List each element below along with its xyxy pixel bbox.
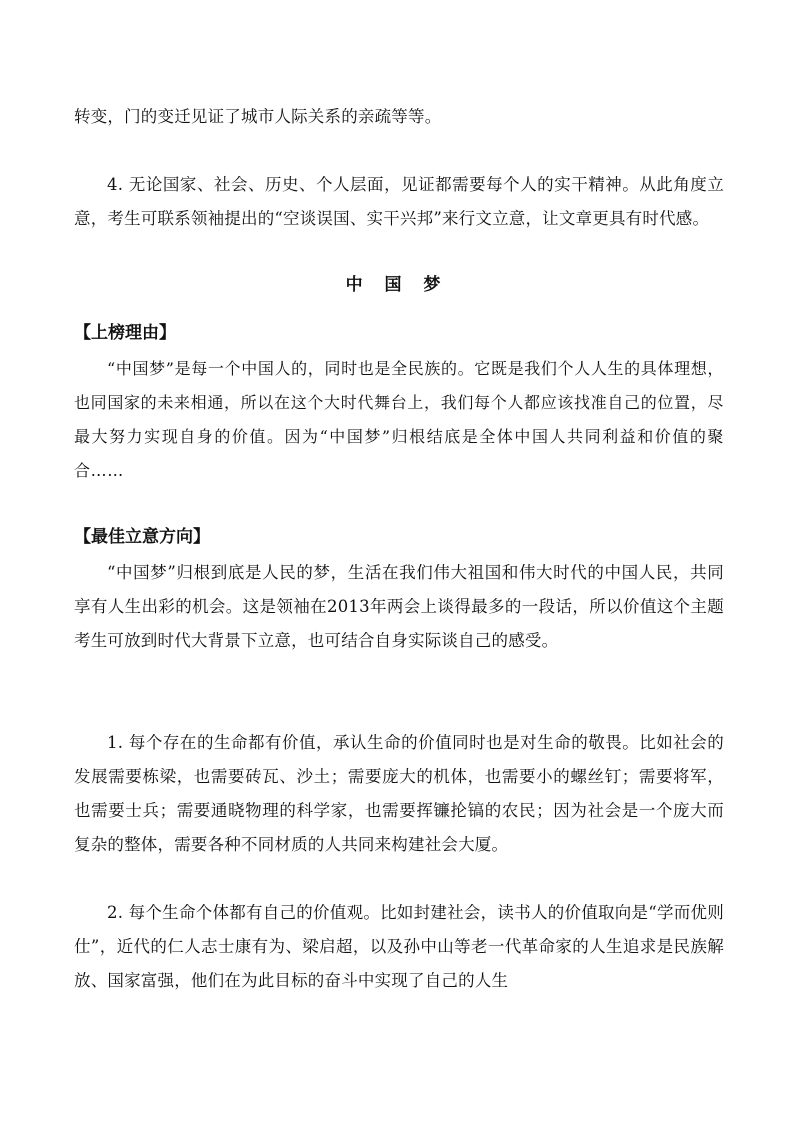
point-1-paragraph: 1. 每个存在的生命都有价值，承认生命的价值同时也是对生命的敬畏。比如社会的发展需要栋梁，也需要砖瓦、沙土；需要庞大的机体，也需要小的螺丝钉；需要将军，也需要士兵；需要通晓物理的科学家，也需要挥镰抡镐的农民；因为社会是一个庞大而复杂的整体，需要各种不同材质的人共同来构建社会大厦。 xyxy=(74,733,724,854)
point-4-paragraph: 4. 无论国家、社会、历史、个人层面，见证都需要每个人的实干精神。从此角度立意，考生可联系领袖提出的“空谈误国、实干兴邦”来行文立意，让文章更具有时代感。 xyxy=(74,175,724,228)
reason-paragraph: “中国梦”是每一个中国人的，同时也是全民族的。它既是我们个人人生的具体理想，也同国家的未来相通，所以在这个大时代舞台上，我们每个人都应该找准自己的位置，尽最大努力实现自身的价值。因为“中国梦”归根结底是全体中国人共同利益和价值的聚合…… xyxy=(74,359,724,480)
document-title: 中 国 梦 xyxy=(345,275,449,295)
point-2-paragraph: 2. 每个生命个体都有自己的价值观。比如封建社会，读书人的价值取向是“学而优则仕”，近代的仁人志士康有为、梁启超，以及孙中山等老一代革命家的人生追求是民族解放、国家富强，他们在为此目标的奋斗中实现了自己的人生 xyxy=(74,903,724,990)
direction-heading: 【最佳立意方向】 xyxy=(74,527,210,547)
reason-heading: 【上榜理由】 xyxy=(74,323,176,343)
direction-paragraph: “中国梦”归根到底是人民的梦，生活在我们伟大祖国和伟大时代的中国人民，共同享有人生出彩的机会。这是领袖在2013年两会上谈得最多的一段话，所以价值这个主题考生可放到时代大背景下立意，也可结合自身实际谈自己的感受。 xyxy=(74,563,724,650)
continued-paragraph: 转变，门的变迁见证了城市人际关系的亲疏等等。 xyxy=(74,107,442,126)
